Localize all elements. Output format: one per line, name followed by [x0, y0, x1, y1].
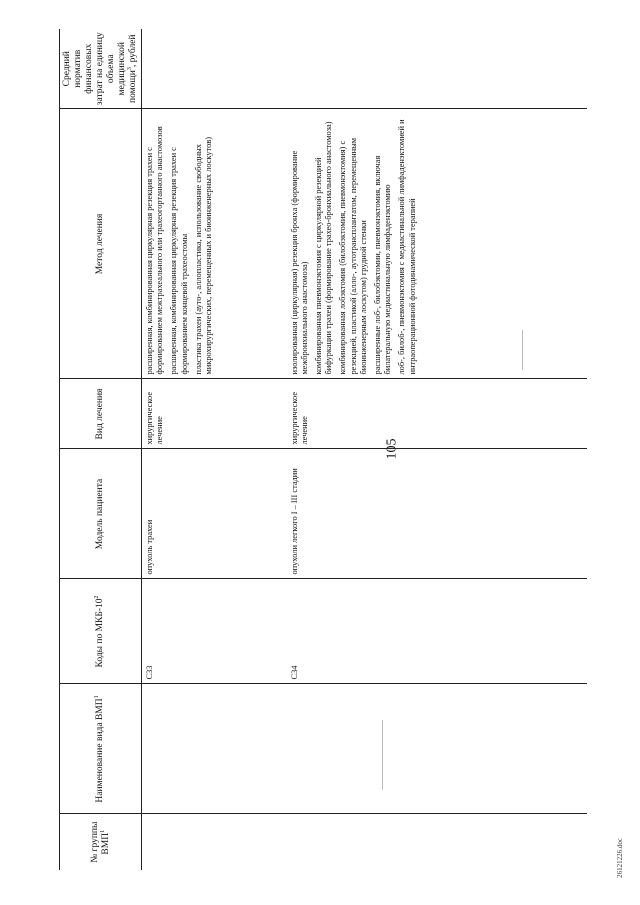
- cell-treatment-method: [142, 109, 287, 379]
- cell-vmp-name: [142, 684, 287, 814]
- header-mkb-codes: Коды по МКБ-$10^2$: [60, 579, 142, 684]
- method-item: расширенная, комбинированная циркулярная резекция трахеи с формированием концевой трахеостомы: [169, 147, 189, 375]
- rotated-table-area: [59, 29, 561, 870]
- method-item: расширенная, комбинированная циркулярная резекция трахеи с формированием межтрахеального или трахеогортанного анастомозов: [145, 126, 165, 375]
- method-item: комбинированная лобэктомия (билобэктомия, пневмонэктомия) с резекцией, пластикой (алло-, аутотрансплантатом, перемещенным биоинженерным лоскутом) грудной стенки: [338, 137, 368, 375]
- table-header-row: [60, 29, 142, 870]
- header-group-no: № группы ВМП$^1$: [60, 814, 142, 870]
- cell-treatment-type: хирургическое лечение: [142, 379, 287, 449]
- cell-vmp-name: [287, 684, 587, 814]
- cell-group-no: [287, 814, 587, 870]
- method-item: комбинированная пневмонэктомия с циркулярной резекцией бифуркации трахеи (формирование трахео-бронхиального анастомоза): [313, 121, 334, 375]
- cell-avg-cost: [287, 29, 587, 109]
- cell-patient-model: опухоли легкого I – III стадии: [287, 449, 587, 579]
- cell-treatment-type: хирургическое лечение: [287, 379, 587, 449]
- header-vmp-name: Наименование вида ВМП$^1$: [60, 684, 142, 814]
- table-row: [287, 29, 587, 870]
- cell-treatment-method: [287, 109, 587, 379]
- header-patient-model: Модель пациента: [60, 449, 142, 579]
- page-number: 105: [384, 438, 400, 460]
- table-row: [142, 29, 287, 870]
- cell-avg-cost: [142, 29, 287, 109]
- scan-artifact: [382, 720, 383, 790]
- vmp-table: [59, 29, 587, 870]
- method-item: расширенные лоб-, билобэктомии, пневмонэктомия, включая билатеральную медиастинальную лимфаденэктомию: [372, 155, 393, 375]
- method-item: пластика трахеи (ауто-, аллопластика, использование свободных микрохирургических, перемещенных и биоинженерных лоскутов): [193, 136, 214, 375]
- footer-file-code: 26121226.doc: [615, 838, 624, 878]
- header-treatment-method: Метод лечения: [60, 109, 142, 379]
- cell-mkb-code: C33: [142, 579, 287, 684]
- method-item: лоб-, билоб-, пневмонэктомия с медиастинальной лимфаденэктомией и интраоперационной фотодинамической терапией: [397, 119, 417, 375]
- cell-mkb-code: C34: [287, 579, 587, 684]
- method-item: изолированная (циркулярная) резекция бронха (формирование межбронхиального анастомоза): [289, 150, 309, 375]
- header-avg-cost: Средний норматив финансовых затрат на единицу объема медицинской помощи$^3$, рублей: [60, 29, 142, 109]
- cell-group-no: [142, 814, 287, 870]
- scan-artifact: [522, 330, 523, 370]
- cell-patient-model: опухоль трахеи: [142, 449, 287, 579]
- header-treatment-type: Вид лечения: [60, 379, 142, 449]
